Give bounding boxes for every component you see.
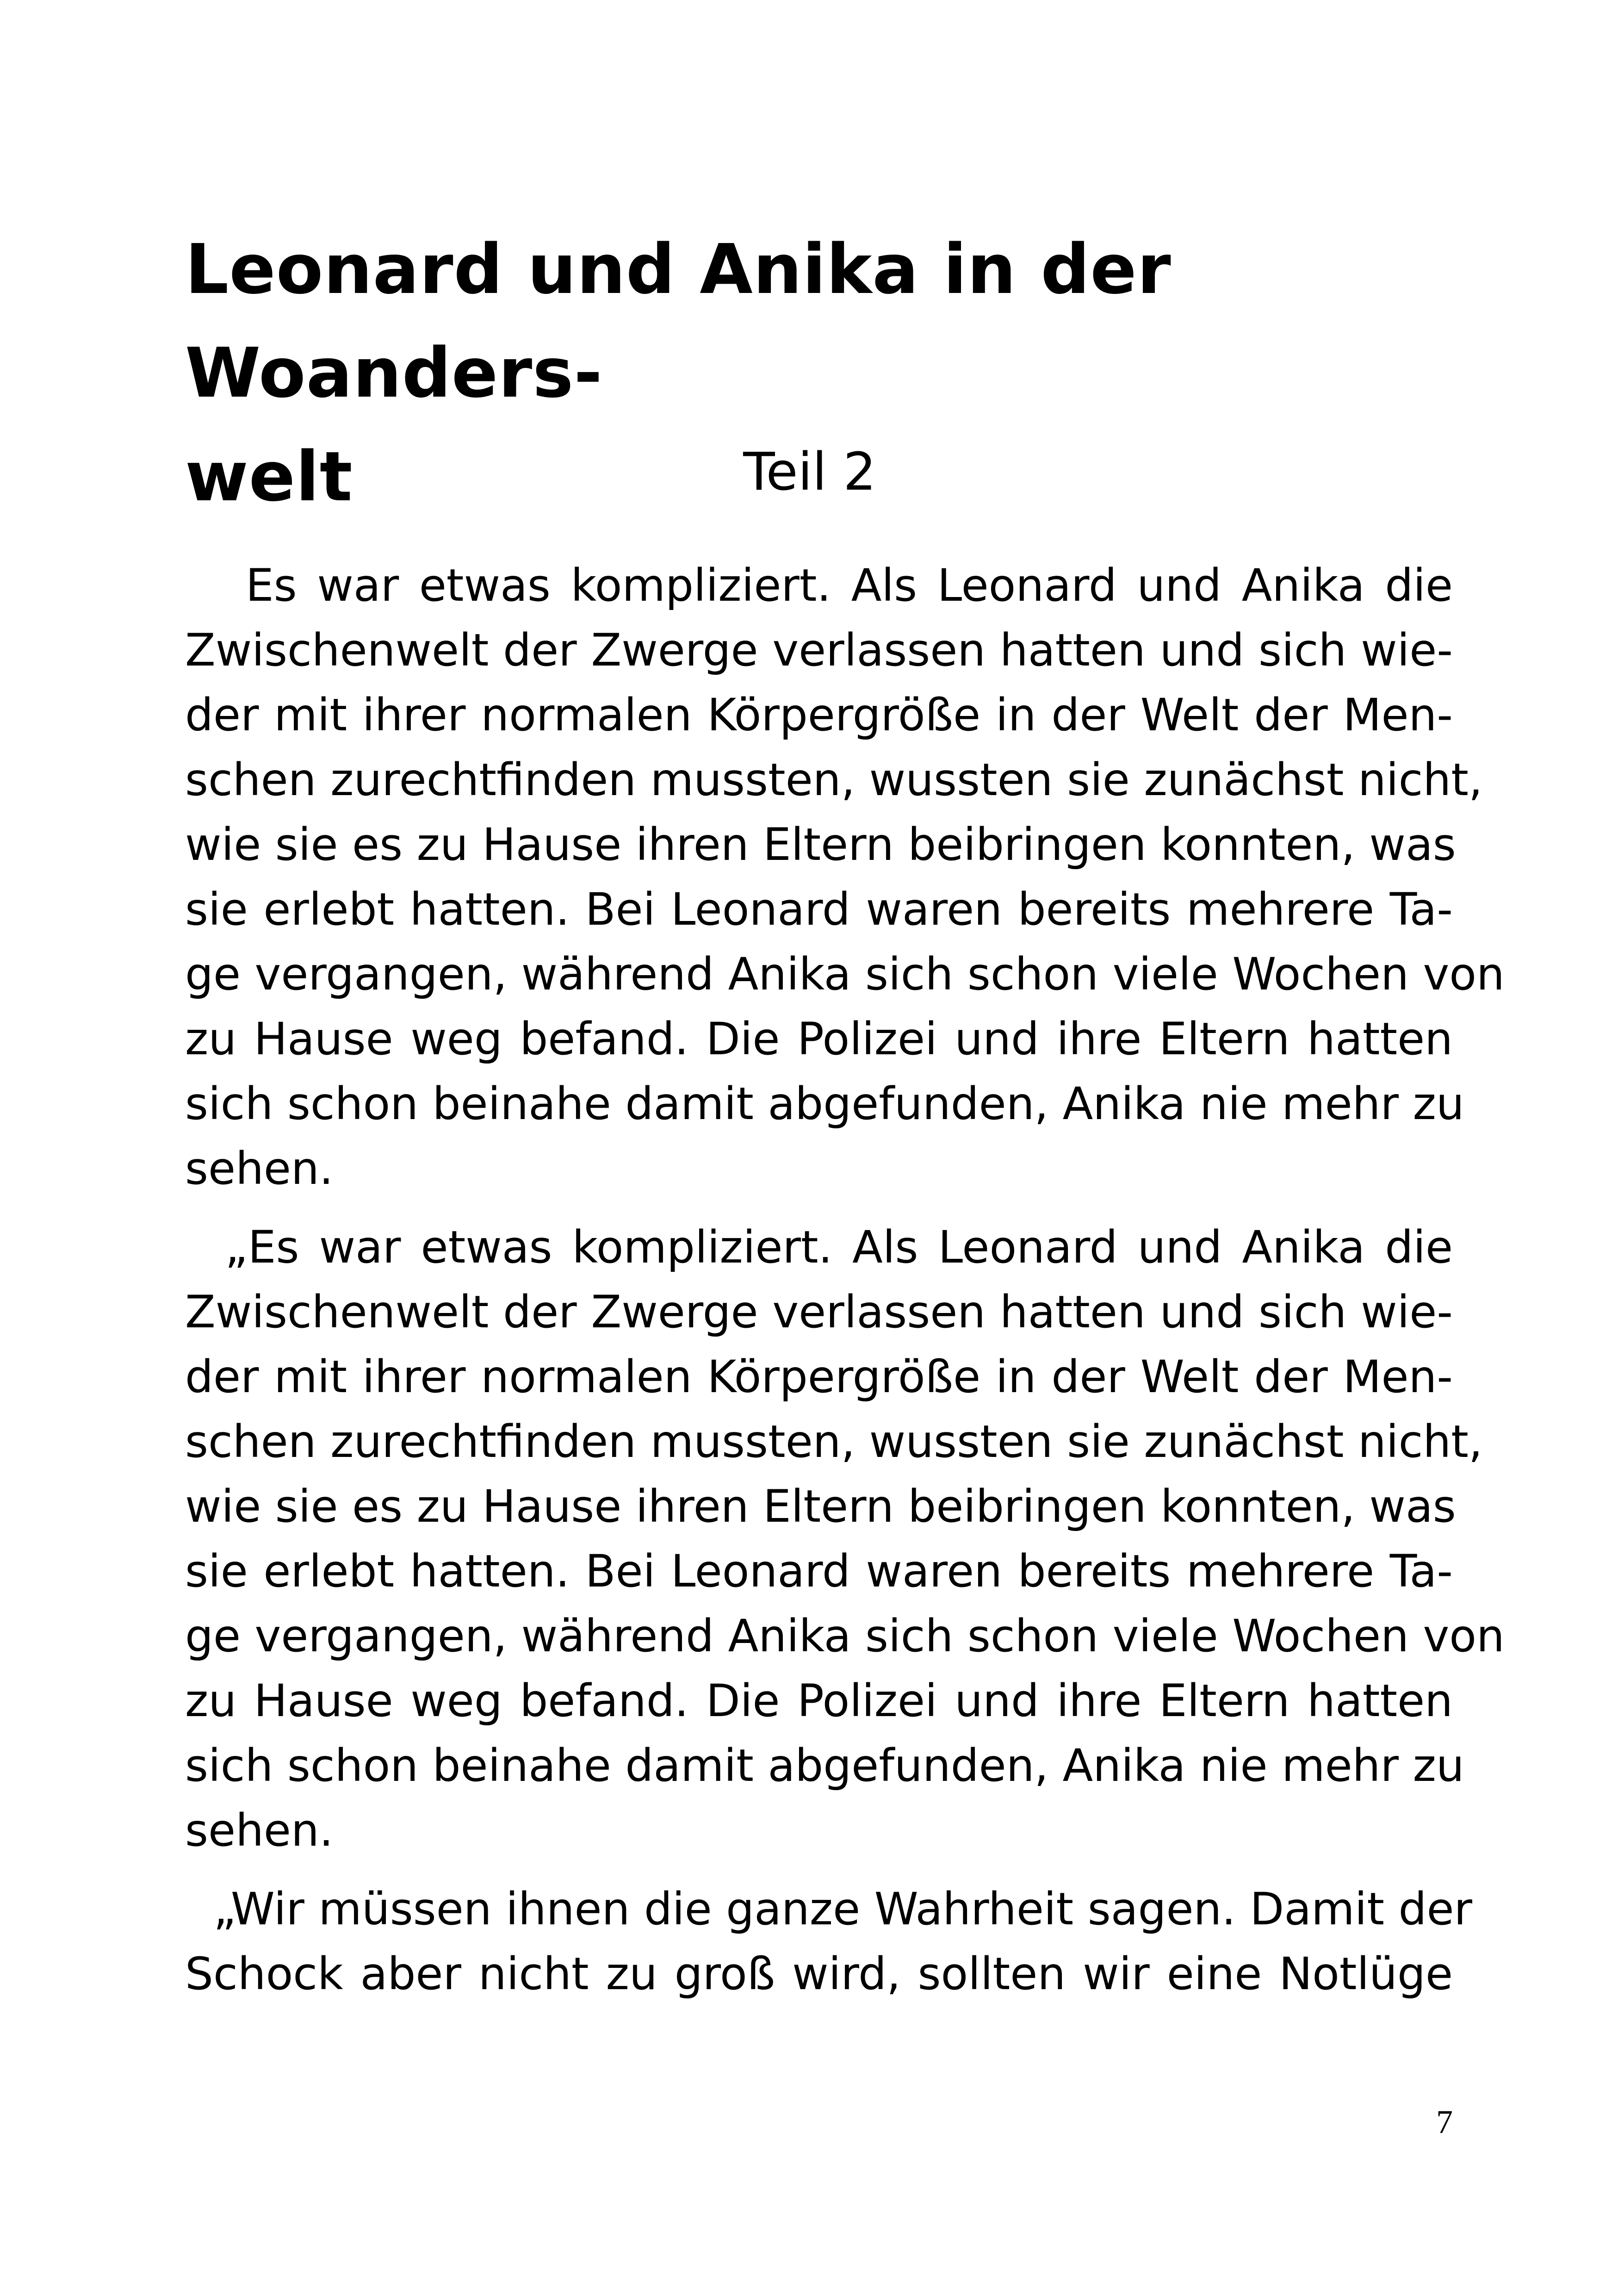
text-line: ge vergangen, während Anika sich schon viele Wochen von	[185, 1610, 1505, 1662]
body-text	[185, 553, 1505, 2006]
chapter-title-line-1: Leonard und Anika in der Woanders-	[185, 230, 1172, 413]
text-line: sich schon beinahe damit abgefunden, Anika nie mehr zu	[185, 1078, 1464, 1130]
text-line: sehen.	[185, 1143, 334, 1195]
text-line: Zwischenwelt der Zwerge verlassen hatten und sich wie-	[185, 1286, 1453, 1338]
text-line: zu Hause weg befand. Die Polizei und ihre Eltern hatten	[185, 1675, 1453, 1727]
paragraph-2	[185, 1215, 1505, 1863]
page-number: 7	[1436, 2103, 1453, 2140]
text-line: schen zurechtfinden mussten, wussten sie zunächst nicht,	[185, 1416, 1483, 1468]
text-line: sich schon beinahe damit abgefunden, Anika nie mehr zu	[185, 1740, 1464, 1792]
text-line: sehen.	[185, 1804, 334, 1856]
paragraph-gap	[185, 1863, 1453, 1877]
text-line: wie sie es zu Hause ihren Eltern beibringen konnten, was	[185, 819, 1456, 871]
text-line: Schock aber nicht zu groß wird, sollten wir eine Notlüge	[185, 1948, 1453, 2000]
text-line: Zwischenwelt der Zwerge verlassen hatten und sich wie-	[185, 624, 1453, 676]
text-line: der mit ihrer normalen Körpergröße in der Welt der Men-	[185, 1351, 1453, 1403]
text-line: zu Hause weg befand. Die Polizei und ihre Eltern hatten	[185, 1013, 1453, 1065]
text-line: „Es war etwas kompliziert. Als Leonard und Anika die	[185, 1221, 1453, 1273]
paragraph-1	[185, 553, 1505, 1201]
text-line: sie erlebt hatten. Bei Leonard waren bereits mehrere Ta-	[185, 884, 1453, 935]
paragraph-gap	[185, 1201, 1453, 1215]
text-line: wie sie es zu Hause ihren Eltern beibringen konnten, was	[185, 1481, 1456, 1532]
text-line: der mit ihrer normalen Körpergröße in der Welt der Men-	[185, 689, 1453, 741]
text-line: sie erlebt hatten. Bei Leonard waren bereits mehrere Ta-	[185, 1545, 1453, 1597]
text-line: ge vergangen, während Anika sich schon viele Wochen von	[185, 948, 1505, 1000]
chapter-subtitle: Teil 2	[743, 442, 876, 502]
text-line: Es war etwas kompliziert. Als Leonard und Anika die	[185, 560, 1453, 611]
paragraph-3	[185, 1877, 1472, 2006]
text-line: schen zurechtfinden mussten, wussten sie zunächst nicht,	[185, 754, 1483, 806]
chapter-title-line-2: welt	[185, 437, 353, 516]
text-line: „Wir müssen ihnen die ganze Wahrheit sagen. Damit der	[185, 1883, 1472, 1935]
